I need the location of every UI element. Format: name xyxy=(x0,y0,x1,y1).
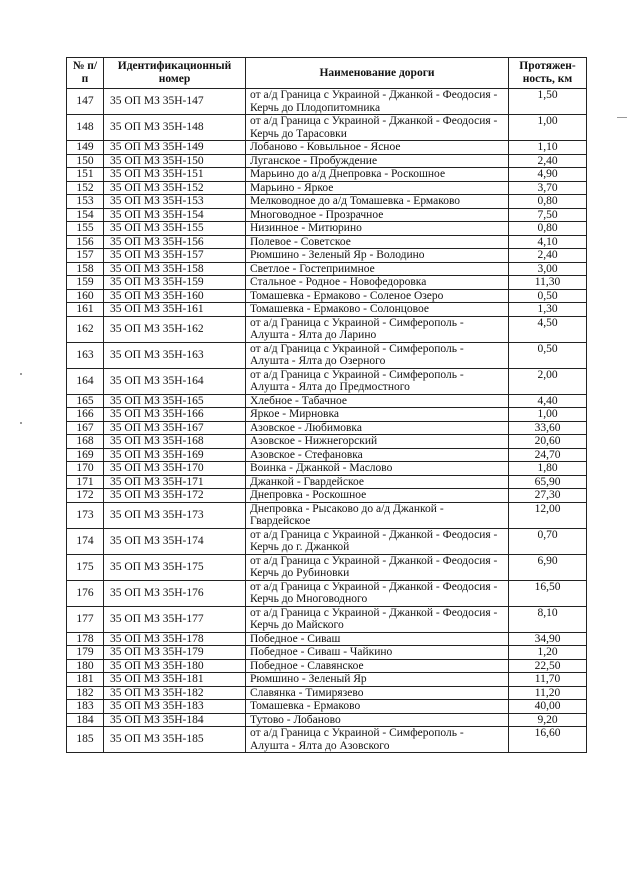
table-cell-id: 35 ОП МЗ 35Н-150 xyxy=(104,154,246,168)
table-cell-name: от а/д Граница с Украиной - Джанкой - Феодосия - Керчь до Многоводного xyxy=(246,580,509,606)
table-cell-length: 8,10 xyxy=(509,606,587,632)
table-cell-name: Джанкой - Гвардейское xyxy=(246,475,509,489)
table-cell-length: 1,00 xyxy=(509,115,587,141)
table-cell-length: 12,00 xyxy=(509,502,587,528)
table-cell-name: Яркое - Мирновка xyxy=(246,408,509,422)
table-cell-num: 176 xyxy=(67,580,104,606)
table-cell-id: 35 ОП МЗ 35Н-153 xyxy=(104,195,246,209)
table-cell-length: 11,20 xyxy=(509,686,587,700)
table-row xyxy=(67,659,587,673)
table-cell-name: от а/д Граница с Украиной - Симферополь - Алушта - Ялта до Озерного xyxy=(246,342,509,368)
scan-speck xyxy=(20,422,22,424)
table-row xyxy=(67,528,587,554)
table-cell-length: 11,30 xyxy=(509,276,587,290)
table-cell-num: 184 xyxy=(67,713,104,727)
table-cell-num: 148 xyxy=(67,115,104,141)
table-cell-id: 35 ОП МЗ 35Н-175 xyxy=(104,554,246,580)
table-cell-length: 11,70 xyxy=(509,673,587,687)
table-cell-num: 164 xyxy=(67,368,104,394)
table-cell-num: 171 xyxy=(67,475,104,489)
table-cell-name: от а/д Граница с Украиной - Симферополь - Алушта - Ялта до Азовского xyxy=(246,727,509,753)
table-cell-num: 179 xyxy=(67,646,104,660)
table-cell-num: 153 xyxy=(67,195,104,209)
table-cell-name: Луганское - Пробуждение xyxy=(246,154,509,168)
table-cell-name: Многоводное - Прозрачное xyxy=(246,208,509,222)
table-cell-length: 20,60 xyxy=(509,435,587,449)
table-cell-length: 2,40 xyxy=(509,249,587,263)
table-cell-num: 181 xyxy=(67,673,104,687)
table-row xyxy=(67,580,587,606)
table-cell-num: 172 xyxy=(67,489,104,503)
table-cell-length: 22,50 xyxy=(509,659,587,673)
table-cell-id: 35 ОП МЗ 35Н-177 xyxy=(104,606,246,632)
table-cell-num: 161 xyxy=(67,303,104,317)
table-cell-name: Томашевка - Ермаково - Соленое Озеро xyxy=(246,289,509,303)
table-row xyxy=(67,316,587,342)
table-cell-id: 35 ОП МЗ 35Н-147 xyxy=(104,89,246,115)
table-row xyxy=(67,115,587,141)
table-cell-name: Днепровка - Роскошное xyxy=(246,489,509,503)
table-cell-length: 34,90 xyxy=(509,632,587,646)
table-row xyxy=(67,408,587,422)
table-cell-id: 35 ОП МЗ 35Н-183 xyxy=(104,700,246,714)
header-length: Протяжен- ность, км xyxy=(509,58,587,89)
table-row xyxy=(67,421,587,435)
header-num: № п/п xyxy=(67,58,104,89)
table-cell-id: 35 ОП МЗ 35Н-179 xyxy=(104,646,246,660)
table-cell-num: 185 xyxy=(67,727,104,753)
table-cell-id: 35 ОП МЗ 35Н-158 xyxy=(104,262,246,276)
table-cell-id: 35 ОП МЗ 35Н-163 xyxy=(104,342,246,368)
table-cell-id: 35 ОП МЗ 35Н-181 xyxy=(104,673,246,687)
table-cell-length: 1,30 xyxy=(509,303,587,317)
table-row xyxy=(67,181,587,195)
table-row xyxy=(67,249,587,263)
table-cell-id: 35 ОП МЗ 35Н-169 xyxy=(104,448,246,462)
table-cell-id: 35 ОП МЗ 35Н-156 xyxy=(104,235,246,249)
table-header-row xyxy=(67,58,587,89)
table-cell-id: 35 ОП МЗ 35Н-149 xyxy=(104,141,246,155)
roads-table xyxy=(66,57,587,753)
table-cell-id: 35 ОП МЗ 35Н-157 xyxy=(104,249,246,263)
table-cell-length: 2,00 xyxy=(509,368,587,394)
table-cell-name: Марьино - Яркое xyxy=(246,181,509,195)
table-cell-num: 157 xyxy=(67,249,104,263)
table-row xyxy=(67,342,587,368)
table-cell-num: 173 xyxy=(67,502,104,528)
table-cell-id: 35 ОП МЗ 35Н-170 xyxy=(104,462,246,476)
table-cell-name: от а/д Граница с Украиной - Джанкой - Феодосия - Керчь до г. Джанкой xyxy=(246,528,509,554)
table-cell-name: от а/д Граница с Украиной - Симферополь - Алушта - Ялта до Предмостного xyxy=(246,368,509,394)
table-cell-num: 160 xyxy=(67,289,104,303)
table-cell-num: 177 xyxy=(67,606,104,632)
header-id: Идентификационный номер xyxy=(104,58,246,89)
table-cell-name: Светлое - Гостеприимное xyxy=(246,262,509,276)
table-cell-name: Азовское - Нижнегорский xyxy=(246,435,509,449)
table-cell-id: 35 ОП МЗ 35Н-176 xyxy=(104,580,246,606)
table-row xyxy=(67,262,587,276)
table-cell-name: Победное - Славянское xyxy=(246,659,509,673)
table-cell-name: Днепровка - Рысаково до а/д Джанкой - Гвардейское xyxy=(246,502,509,528)
table-cell-num: 170 xyxy=(67,462,104,476)
table-cell-name: Томашевка - Ермаково xyxy=(246,700,509,714)
table-row xyxy=(67,700,587,714)
table-row xyxy=(67,303,587,317)
table-row xyxy=(67,606,587,632)
table-cell-num: 155 xyxy=(67,222,104,236)
document-page xyxy=(66,57,586,753)
table-cell-id: 35 ОП МЗ 35Н-182 xyxy=(104,686,246,700)
table-row xyxy=(67,368,587,394)
table-cell-length: 65,90 xyxy=(509,475,587,489)
table-cell-num: 182 xyxy=(67,686,104,700)
table-cell-id: 35 ОП МЗ 35Н-151 xyxy=(104,168,246,182)
table-cell-name: Низинное - Митюрино xyxy=(246,222,509,236)
table-cell-id: 35 ОП МЗ 35Н-171 xyxy=(104,475,246,489)
table-cell-name: Воинка - Джанкой - Маслово xyxy=(246,462,509,476)
table-cell-id: 35 ОП МЗ 35Н-165 xyxy=(104,394,246,408)
table-cell-num: 174 xyxy=(67,528,104,554)
table-cell-id: 35 ОП МЗ 35Н-167 xyxy=(104,421,246,435)
table-row xyxy=(67,489,587,503)
table-cell-name: от а/д Граница с Украиной - Джанкой - Феодосия - Керчь до Тарасовки xyxy=(246,115,509,141)
table-cell-id: 35 ОП МЗ 35Н-160 xyxy=(104,289,246,303)
table-cell-length: 40,00 xyxy=(509,700,587,714)
table-cell-name: Азовское - Любимовка xyxy=(246,421,509,435)
table-row xyxy=(67,673,587,687)
table-cell-num: 150 xyxy=(67,154,104,168)
table-cell-length: 4,90 xyxy=(509,168,587,182)
table-row xyxy=(67,646,587,660)
table-cell-name: от а/д Граница с Украиной - Джанкой - Феодосия - Керчь до Рубиновки xyxy=(246,554,509,580)
table-cell-num: 152 xyxy=(67,181,104,195)
table-row xyxy=(67,502,587,528)
table-cell-length: 7,50 xyxy=(509,208,587,222)
table-cell-id: 35 ОП МЗ 35Н-174 xyxy=(104,528,246,554)
table-cell-length: 33,60 xyxy=(509,421,587,435)
table-cell-length: 3,00 xyxy=(509,262,587,276)
table-cell-name: Томашевка - Ермаково - Солонцовое xyxy=(246,303,509,317)
table-row xyxy=(67,727,587,753)
table-cell-name: от а/д Граница с Украиной - Симферополь - Алушта - Ялта до Ларино xyxy=(246,316,509,342)
table-row xyxy=(67,208,587,222)
table-cell-num: 165 xyxy=(67,394,104,408)
table-cell-id: 35 ОП МЗ 35Н-161 xyxy=(104,303,246,317)
table-cell-num: 158 xyxy=(67,262,104,276)
table-cell-num: 159 xyxy=(67,276,104,290)
table-cell-length: 27,30 xyxy=(509,489,587,503)
table-cell-id: 35 ОП МЗ 35Н-162 xyxy=(104,316,246,342)
table-row xyxy=(67,154,587,168)
table-cell-length: 0,50 xyxy=(509,342,587,368)
table-cell-length: 3,70 xyxy=(509,181,587,195)
table-cell-name: Тутово - Лобаново xyxy=(246,713,509,727)
table-cell-length: 1,50 xyxy=(509,89,587,115)
table-row xyxy=(67,435,587,449)
table-row xyxy=(67,276,587,290)
table-cell-length: 0,50 xyxy=(509,289,587,303)
table-cell-num: 178 xyxy=(67,632,104,646)
table-cell-num: 167 xyxy=(67,421,104,435)
table-row xyxy=(67,141,587,155)
table-cell-length: 16,60 xyxy=(509,727,587,753)
table-cell-name: Марьино до а/д Днепровка - Роскошное xyxy=(246,168,509,182)
table-cell-length: 0,70 xyxy=(509,528,587,554)
table-row xyxy=(67,89,587,115)
table-cell-num: 169 xyxy=(67,448,104,462)
table-row xyxy=(67,394,587,408)
table-row xyxy=(67,222,587,236)
table-cell-num: 163 xyxy=(67,342,104,368)
table-cell-name: Мелководное до а/д Томашевка - Ермаково xyxy=(246,195,509,209)
table-cell-num: 147 xyxy=(67,89,104,115)
table-cell-num: 168 xyxy=(67,435,104,449)
table-cell-id: 35 ОП МЗ 35Н-152 xyxy=(104,181,246,195)
table-cell-name: Хлебное - Табачное xyxy=(246,394,509,408)
table-cell-length: 2,40 xyxy=(509,154,587,168)
table-row xyxy=(67,632,587,646)
table-cell-name: Лобаново - Ковыльное - Ясное xyxy=(246,141,509,155)
table-row xyxy=(67,289,587,303)
table-cell-name: Рюмшино - Зеленый Яр - Володино xyxy=(246,249,509,263)
table-cell-name: Победное - Сиваш xyxy=(246,632,509,646)
table-cell-length: 6,90 xyxy=(509,554,587,580)
table-row xyxy=(67,462,587,476)
table-row xyxy=(67,713,587,727)
table-cell-id: 35 ОП МЗ 35Н-159 xyxy=(104,276,246,290)
table-cell-length: 0,80 xyxy=(509,195,587,209)
table-cell-length: 4,10 xyxy=(509,235,587,249)
table-cell-name: Полевое - Советское xyxy=(246,235,509,249)
table-cell-name: Азовское - Стефановка xyxy=(246,448,509,462)
table-cell-id: 35 ОП МЗ 35Н-168 xyxy=(104,435,246,449)
table-cell-num: 180 xyxy=(67,659,104,673)
table-cell-name: Победное - Сиваш - Чайкино xyxy=(246,646,509,660)
table-cell-id: 35 ОП МЗ 35Н-184 xyxy=(104,713,246,727)
table-cell-length: 4,40 xyxy=(509,394,587,408)
table-row xyxy=(67,195,587,209)
table-cell-length: 1,80 xyxy=(509,462,587,476)
table-cell-length: 16,50 xyxy=(509,580,587,606)
table-cell-id: 35 ОП МЗ 35Н-154 xyxy=(104,208,246,222)
table-cell-length: 9,20 xyxy=(509,713,587,727)
table-row xyxy=(67,554,587,580)
table-cell-id: 35 ОП МЗ 35Н-185 xyxy=(104,727,246,753)
scan-speck xyxy=(20,373,22,375)
scan-speck xyxy=(617,117,627,118)
table-cell-length: 0,80 xyxy=(509,222,587,236)
table-cell-num: 156 xyxy=(67,235,104,249)
table-cell-name: от а/д Граница с Украиной - Джанкой - Феодосия - Керчь до Плодопитомника xyxy=(246,89,509,115)
table-cell-length: 4,50 xyxy=(509,316,587,342)
table-cell-length: 1,10 xyxy=(509,141,587,155)
table-row xyxy=(67,448,587,462)
table-cell-length: 24,70 xyxy=(509,448,587,462)
table-cell-num: 166 xyxy=(67,408,104,422)
table-cell-name: от а/д Граница с Украиной - Джанкой - Феодосия - Керчь до Майского xyxy=(246,606,509,632)
table-cell-num: 154 xyxy=(67,208,104,222)
table-row xyxy=(67,686,587,700)
table-cell-num: 162 xyxy=(67,316,104,342)
table-cell-num: 175 xyxy=(67,554,104,580)
table-cell-name: Рюмшино - Зеленый Яр xyxy=(246,673,509,687)
header-name: Наименование дороги xyxy=(246,58,509,89)
table-cell-length: 1,00 xyxy=(509,408,587,422)
table-row xyxy=(67,475,587,489)
table-cell-name: Стальное - Родное - Новофедоровка xyxy=(246,276,509,290)
table-cell-id: 35 ОП МЗ 35Н-178 xyxy=(104,632,246,646)
table-cell-id: 35 ОП МЗ 35Н-155 xyxy=(104,222,246,236)
table-cell-id: 35 ОП МЗ 35Н-166 xyxy=(104,408,246,422)
table-cell-id: 35 ОП МЗ 35Н-164 xyxy=(104,368,246,394)
table-cell-num: 183 xyxy=(67,700,104,714)
table-row xyxy=(67,235,587,249)
table-cell-id: 35 ОП МЗ 35Н-180 xyxy=(104,659,246,673)
table-cell-num: 151 xyxy=(67,168,104,182)
table-row xyxy=(67,168,587,182)
table-cell-num: 149 xyxy=(67,141,104,155)
table-cell-length: 1,20 xyxy=(509,646,587,660)
table-cell-id: 35 ОП МЗ 35Н-148 xyxy=(104,115,246,141)
table-cell-id: 35 ОП МЗ 35Н-173 xyxy=(104,502,246,528)
table-cell-id: 35 ОП МЗ 35Н-172 xyxy=(104,489,246,503)
table-cell-name: Славянка - Тимирязево xyxy=(246,686,509,700)
